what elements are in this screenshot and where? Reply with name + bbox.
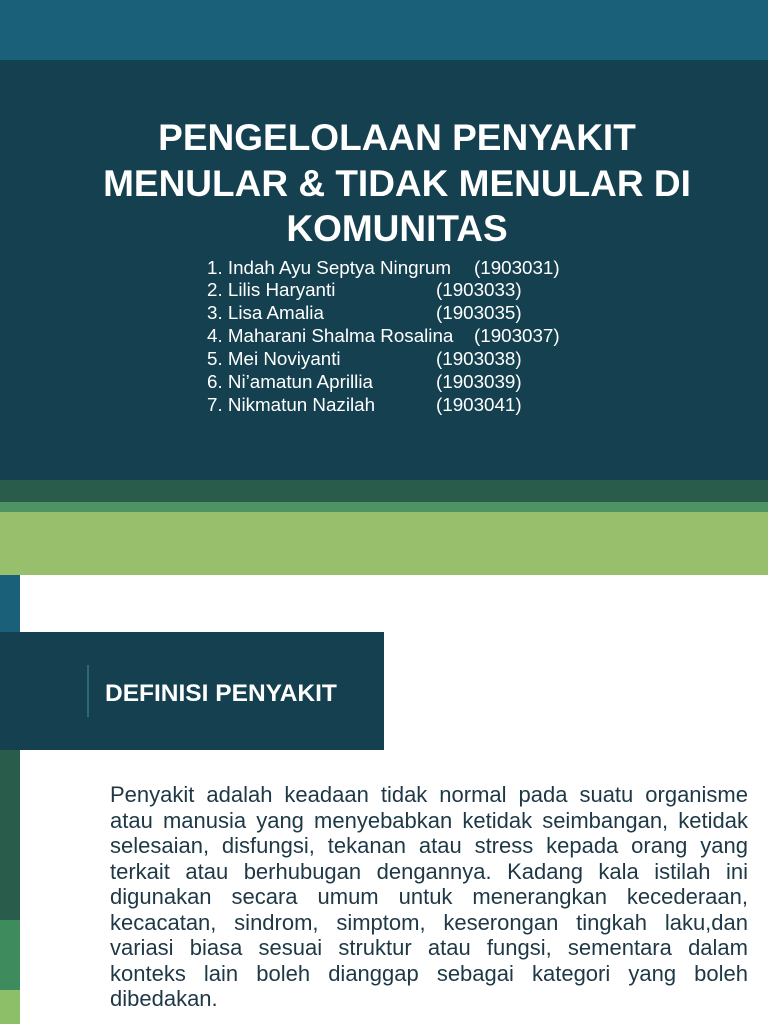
stripe-light-green [0, 512, 768, 575]
member-row [207, 394, 560, 417]
member-name: 1. Indah Ayu Septya Ningrum [207, 256, 451, 278]
member-row [207, 257, 560, 280]
member-list [207, 257, 560, 417]
member-id: (1903041) [436, 393, 522, 415]
member-name: 2. Lilis Haryanti [207, 279, 336, 301]
member-row [207, 325, 560, 348]
member-name: 5. Mei Noviyanti [207, 347, 341, 369]
member-id: (1903033) [436, 279, 522, 301]
member-id: (1903031) [474, 256, 560, 278]
definition-paragraph: Penyakit adalah keadaan tidak normal pada suatu organisme atau manusia yang menyebabkan ketidak seimbangan, ketidak selesaian, disfungsi, tekanan atau stress kepada orang yang terkait atau berhubugan dengannya. Kadang kala istilah ini digunakan secara umum untuk menerangkan kecederaan, kecacatan, sindrom, simptom, keserongan tingkah laku,dan variasi biasa sesuai struktur atau fungsi, sementara dalam konteks lain boleh dianggap sebagai kategori yang boleh dibedakan. [110, 782, 748, 1011]
member-name: 3. Lisa Amalia [207, 302, 324, 324]
side-strip-light-green [0, 990, 20, 1024]
section-heading: DEFINISI PENYAKIT [105, 679, 337, 707]
stripe-mid-green [0, 502, 768, 512]
member-row [207, 279, 560, 302]
member-id: (1903037) [474, 325, 560, 347]
member-name: 6. Ni’amatun Aprillia [207, 370, 373, 392]
member-id: (1903038) [436, 347, 522, 369]
title-line: PENGELOLAAN PENYAKIT [158, 117, 636, 158]
presentation-title [30, 115, 764, 252]
member-name: 7. Nikmatun Nazilah [207, 393, 376, 415]
member-id: (1903039) [436, 370, 522, 392]
side-strip-teal [0, 575, 20, 632]
top-band [0, 0, 768, 60]
stripe-dark-green [0, 480, 768, 502]
member-id: (1903035) [436, 302, 522, 324]
title-line: KOMUNITAS [286, 208, 508, 249]
member-row [207, 348, 560, 371]
header-divider [87, 665, 89, 717]
side-strip-dark-green [0, 750, 20, 920]
member-row [207, 302, 560, 325]
member-row [207, 371, 560, 394]
member-name: 4. Maharani Shalma Rosalina [207, 325, 454, 347]
side-strip-mid-green [0, 920, 20, 990]
title-line: MENULAR & TIDAK MENULAR DI [103, 162, 691, 204]
